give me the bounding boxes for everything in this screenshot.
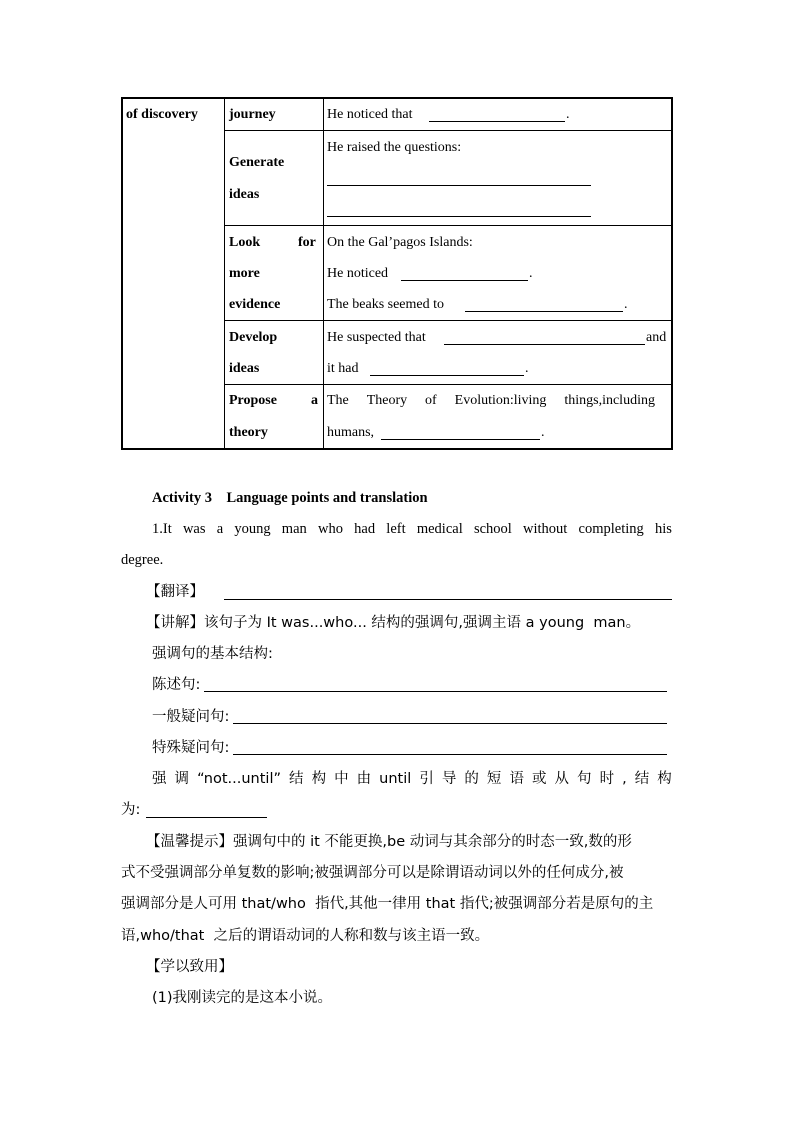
discovery-table — [121, 97, 673, 450]
stage-look: Look — [229, 235, 261, 250]
row-separator — [224, 320, 673, 321]
row-separator — [224, 130, 673, 131]
row1-period: . — [566, 107, 570, 122]
row-separator — [224, 225, 673, 226]
category-cell: of discovery — [126, 107, 198, 122]
translation-blank[interactable] — [224, 599, 672, 600]
col-separator-1 — [224, 97, 225, 450]
table-bottom-border — [121, 448, 673, 450]
stage-journey: journey — [229, 107, 276, 122]
answer-blank[interactable] — [401, 280, 528, 281]
activity-title: Activity 3 Language points and translation — [152, 490, 428, 506]
exercise-1: (1)我刚读完的是这本小说。 — [152, 990, 333, 1006]
tip-line-4: 语,who/that 之后的谓语动词的人称和数与该主语一致。 — [121, 928, 490, 944]
stage-a: a — [311, 393, 318, 408]
table-top-border — [121, 97, 673, 99]
answer-blank[interactable] — [370, 375, 524, 376]
stage-for: for — [298, 235, 316, 250]
row3-period2: . — [624, 297, 628, 312]
general-question-label: 一般疑问句: — [152, 709, 230, 725]
stage-propose: Propose — [229, 393, 277, 408]
not-until-line: 强 调 “not...until” 结 构 中 由 until 引 导 的 短 语 或 从 句 时 , 结 构 — [152, 771, 672, 787]
stage-generate: Generate — [229, 155, 285, 170]
answer-blank[interactable] — [327, 216, 591, 217]
answer-blank[interactable] — [444, 344, 645, 345]
row-separator — [224, 384, 673, 385]
stage-evidence: evidence — [229, 297, 281, 312]
tip-line-3: 强调部分是人可用 that/who 指代,其他一律用 that 指代;被强调部分若是原句的主 — [121, 896, 654, 912]
apply-label: 【学以致用】 — [146, 959, 233, 975]
stage-more: more — [229, 266, 260, 281]
tip-line-2: 式不受强调部分单复数的影响;被强调部分可以是除谓语动词以外的任何成分,被 — [121, 865, 624, 881]
item1-line: 1.It was a young man who had left medical school without completing his — [152, 521, 672, 537]
answer-blank[interactable] — [429, 121, 565, 122]
special-question-blank[interactable] — [233, 754, 667, 755]
item1-continuation: degree. — [121, 552, 164, 568]
row4-period: . — [525, 361, 529, 376]
tip-line-1: 【温馨提示】强调句中的 it 不能更换,be 动词与其余部分的时态一致,数的形 — [146, 834, 632, 850]
declarative-label: 陈述句: — [152, 677, 201, 693]
row3-period1: . — [529, 266, 533, 281]
row1-text: He noticed that — [327, 107, 413, 122]
row5-period: . — [541, 425, 545, 440]
row4-line2: it had — [327, 361, 359, 376]
row5-line1: The Theory of Evolution:living things,including — [327, 393, 655, 408]
stage-theory: theory — [229, 425, 268, 440]
stage-ideas-2: ideas — [229, 361, 260, 376]
basic-structure-label: 强调句的基本结构: — [152, 646, 273, 662]
row2-text: He raised the questions: — [327, 140, 462, 155]
stage-develop: Develop — [229, 330, 278, 345]
row4-and: and — [646, 330, 667, 345]
translate-label: 【翻译】 — [146, 584, 204, 600]
row5-line2: humans, — [327, 425, 375, 440]
table-right-border — [671, 97, 673, 450]
not-until-blank[interactable] — [146, 817, 267, 818]
stage-ideas: ideas — [229, 187, 260, 202]
general-question-blank[interactable] — [233, 723, 667, 724]
row3-line1: On the Gal’pagos Islands: — [327, 235, 473, 250]
row4-line1: He suspected that — [327, 330, 426, 345]
special-question-label: 特殊疑问句: — [152, 740, 230, 756]
col-separator-2 — [323, 97, 324, 450]
answer-blank[interactable] — [327, 185, 591, 186]
row3-line2: He noticed — [327, 266, 389, 281]
declarative-blank[interactable] — [204, 691, 667, 692]
table-left-border — [121, 97, 123, 450]
row3-line3: The beaks seemed to — [327, 297, 445, 312]
explain-text: 【讲解】该句子为 It was...who... 结构的强调句,强调主语 a young man。 — [146, 615, 641, 631]
not-until-continuation: 为: — [121, 802, 141, 818]
answer-blank[interactable] — [381, 439, 540, 440]
answer-blank[interactable] — [465, 311, 623, 312]
